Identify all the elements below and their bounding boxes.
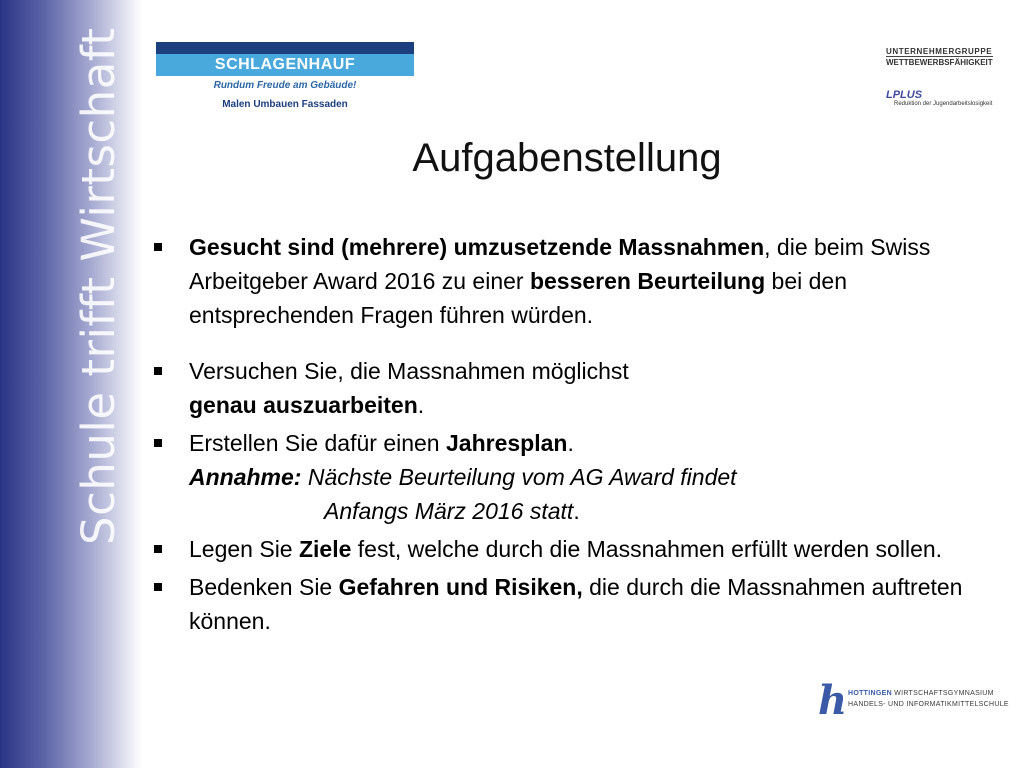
bullet-square-icon	[154, 439, 162, 447]
assumption-date: Anfangs März 2016 statt	[324, 498, 574, 524]
bullet4-text-end: fest, welche durch die Massnahmen erfüllt werden sollen.	[351, 536, 943, 562]
bullet-item	[152, 426, 982, 528]
bullet1-bold-massnahmen: Gesucht sind (mehrere) umzusetzende Massnahmen	[189, 234, 765, 260]
bullet4-text: Legen Sie	[189, 536, 299, 562]
schlagenhauf-name: SCHLAGENHAUF	[156, 54, 414, 76]
bullet-item	[152, 532, 982, 566]
bullet3-bold-jahresplan: Jahresplan	[446, 430, 568, 456]
bullet5-bold-risiken: Gefahren und Risiken,	[338, 574, 583, 600]
bullet1-text-end: bei den entsprechenden Fragen führen würden.	[189, 268, 848, 328]
hottingen-h-icon: h	[818, 677, 848, 724]
hottingen-name: HOTTINGEN	[848, 690, 892, 697]
bullet-item	[152, 230, 982, 332]
bullet1-text: , die beim Swiss Arbeitgeber Award 2016 zu einer	[189, 234, 931, 294]
bullet3-end: .	[567, 430, 574, 456]
lplus-mark: LPLUS	[886, 89, 923, 101]
bullet2-bold: genau auszuarbeiten	[189, 392, 418, 418]
bullet5-text-end: die durch die Massnahmen auftreten können.	[189, 574, 963, 634]
slide-title: Aufgabenstellung	[412, 136, 722, 180]
bullet4-bold-ziele: Ziele	[298, 536, 352, 562]
hottingen-line2: HANDELS- UND INFORMATIKMITTELSCHULE	[848, 701, 1009, 708]
bullet2-text: Versuchen Sie, die Massnahmen möglichst	[189, 358, 629, 384]
bullet-square-icon	[154, 367, 162, 375]
lplus-subtitle: Reduktion der Jugendarbeitslosigkeit	[894, 101, 993, 107]
sidebar-gradient	[0, 0, 142, 768]
bullet2-end: .	[417, 392, 425, 418]
assumption-label: Annahme:	[189, 464, 302, 490]
unternehmergruppe-line2: WETTBEWERBSFÄHIGKEIT	[886, 58, 993, 67]
bullet-item	[152, 570, 982, 638]
schlagenhauf-logo	[156, 42, 414, 114]
bullet-square-icon	[154, 545, 162, 553]
assumption-text: Nächste Beurteilung vom AG Award findet	[301, 464, 737, 490]
bullet-item	[152, 354, 982, 422]
bullet-square-icon	[154, 243, 162, 251]
bullet3-text: Erstellen Sie dafür einen	[189, 430, 446, 456]
schlagenhauf-tagline: Rundum Freude am Gebäude!	[213, 80, 357, 91]
bullet-square-icon	[154, 583, 162, 591]
unternehmergruppe-line1: UNTERNEHMERGRUPPE	[886, 47, 993, 56]
lplus-logo	[886, 89, 992, 107]
bullet-list	[152, 230, 982, 638]
bullet5-text: Bedenken Sie	[189, 574, 339, 600]
sidebar-vertical-text: Schule trifft Wirtschaft	[72, 27, 125, 545]
bullet1-bold-beurteilung: besseren Beurteilung	[529, 268, 766, 294]
hottingen-gymnasium: WIRTSCHAFTSGYMNASIUM	[894, 690, 994, 697]
unternehmergruppe-logo	[886, 47, 993, 67]
schlagenhauf-services: Malen Umbauen Fassaden	[222, 99, 348, 110]
logo-top-bar	[156, 42, 414, 54]
assumption-end: .	[573, 498, 580, 524]
hottingen-line1	[848, 690, 994, 697]
